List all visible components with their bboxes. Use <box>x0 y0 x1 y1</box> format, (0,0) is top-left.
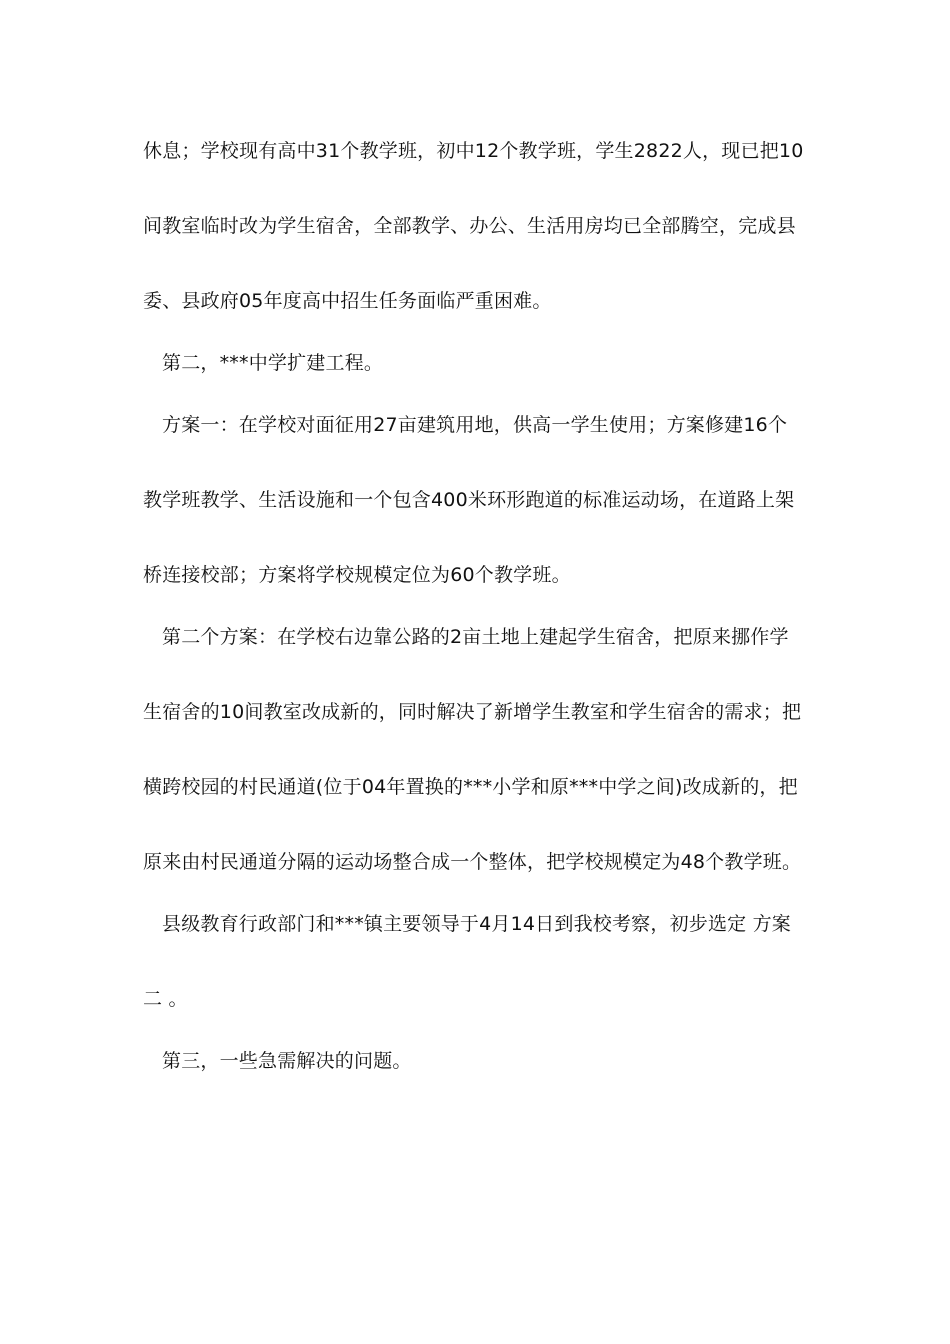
text-line-1: 休息；学校现有高中31个教学班，初中12个教学班，学生2822人，现已把10 <box>143 140 804 162</box>
text-line-8: 第二个方案：在学校右边靠公路的2亩土地上建起学生宿舍，把原来挪作学 <box>162 626 789 648</box>
text-line-13: 二 。 <box>143 988 188 1010</box>
text-line-6: 教学班教学、生活设施和一个包含400米环形跑道的标准运动场，在道路上架 <box>143 489 795 511</box>
text-line-9: 生宿舍的10间教室改成新的，同时解决了新增学生教室和学生宿舍的需求；把 <box>143 701 802 723</box>
text-line-11: 原来由村民通道分隔的运动场整合成一个整体，把学校规模定为48个教学班。 <box>143 851 802 873</box>
section-heading-3: 第三，一些急需解决的问题。 <box>162 1050 412 1072</box>
section-heading-2: 第二，***中学扩建工程。 <box>162 352 384 374</box>
text-line-5: 方案一：在学校对面征用27亩建筑用地，供高一学生使用；方案修建16个 <box>162 414 788 436</box>
text-line-7: 桥连接校部；方案将学校规模定位为60个教学班。 <box>143 564 571 586</box>
text-line-2: 间教室临时改为学生宿舍，全部教学、办公、生活用房均已全部腾空，完成县 <box>143 215 796 237</box>
text-line-3: 委、县政府05年度高中招生任务面临严重困难。 <box>143 290 552 312</box>
text-line-10: 横跨校园的村民通道(位于04年置换的***小学和原***中学之间)改成新的，把 <box>143 776 798 798</box>
text-line-12: 县级教育行政部门和***镇主要领导于4月14日到我校考察，初步选定 方案 <box>162 913 792 935</box>
